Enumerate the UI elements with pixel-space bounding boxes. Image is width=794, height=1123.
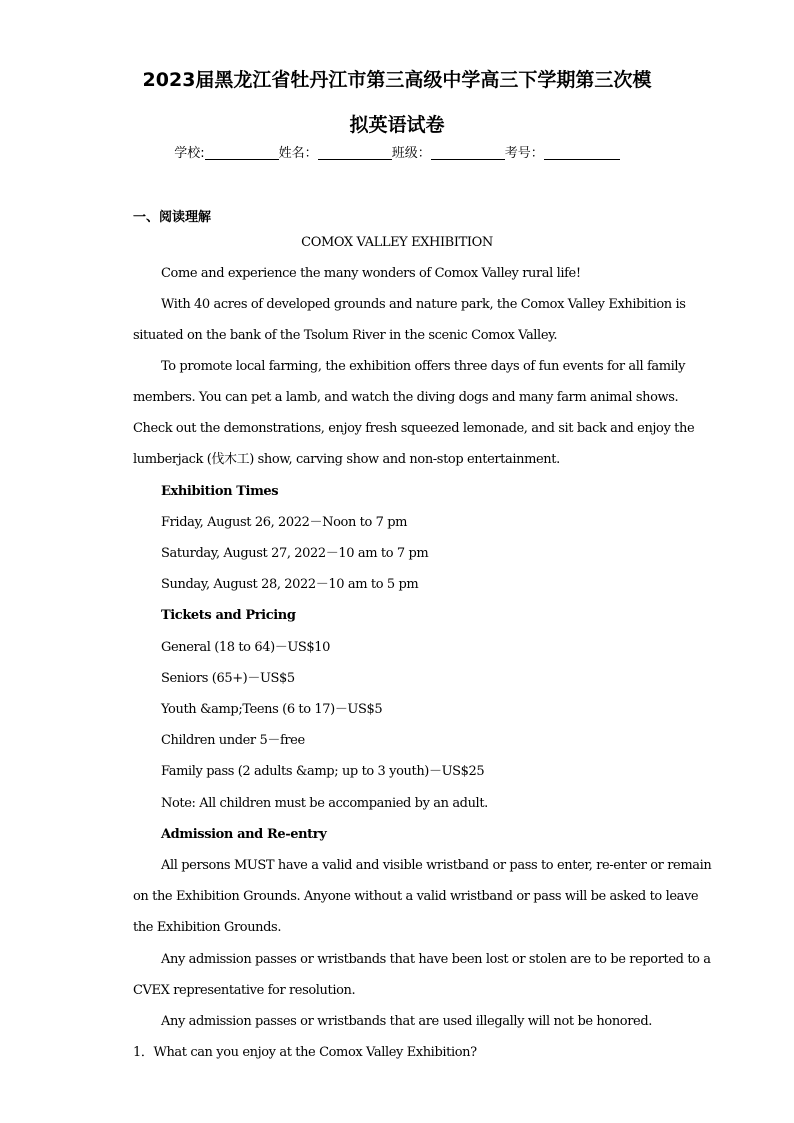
admission-1-line-1: All persons MUST have a valid and visible wristband or pass to enter, re-enter or remain <box>161 858 712 873</box>
admission-2-line-1: Any admission passes or wristbands that have been lost or stolen are to be reported to a <box>161 952 711 967</box>
admission-2-line-2: CVEX representative for resolution. <box>133 983 356 998</box>
admission-1-line-3: the Exhibition Grounds. <box>133 920 282 935</box>
ticket-family: Family pass (2 adults &amp; up to 3 youth)－US$25 <box>161 764 485 779</box>
school-blank[interactable] <box>205 145 279 160</box>
time-saturday: Saturday, August 27, 2022－10 am to 7 pm <box>161 546 429 561</box>
time-sunday: Sunday, August 28, 2022－10 am to 5 pm <box>161 577 419 592</box>
ticket-children: Children under 5－free <box>161 733 305 748</box>
school-label: 学校: <box>174 146 205 161</box>
question-number: 1． <box>133 1045 154 1060</box>
exam-no-label: 考号： <box>504 146 544 161</box>
name-blank[interactable] <box>318 145 392 160</box>
name-label: 姓名： <box>278 146 318 161</box>
ticket-general: General (18 to 64)－US$10 <box>161 640 331 655</box>
ticket-seniors: Seniors (65+)－US$5 <box>161 671 295 686</box>
ticket-youth: Youth &amp;Teens (6 to 17)－US$5 <box>161 702 383 717</box>
exam-title-line-2: 拟英语试卷 <box>349 114 445 136</box>
passage-title: COMOX VALLEY EXHIBITION <box>301 235 493 250</box>
tickets-heading: Tickets and Pricing <box>161 608 296 623</box>
exam-title-line-1: 2023届黑龙江省牡丹江市第三高级中学高三下学期第三次模 <box>142 69 652 91</box>
question-text: What can you enjoy at the Comox Valley Exhibition? <box>153 1045 477 1060</box>
class-label: 班级： <box>391 146 431 161</box>
admission-heading: Admission and Re-entry <box>161 827 327 842</box>
times-heading: Exhibition Times <box>161 484 279 499</box>
student-info-row <box>0 145 794 163</box>
paragraph-1-line-1: With 40 acres of developed grounds and nature park, the Comox Valley Exhibition is <box>161 297 686 312</box>
section-heading: 一、阅读理解 <box>133 210 212 225</box>
paragraph-2-line-4: lumberjack (伐木工) show, carving show and non-stop entertainment. <box>133 452 560 467</box>
time-friday: Friday, August 26, 2022－Noon to 7 pm <box>161 515 408 530</box>
paragraph-2-line-2: members. You can pet a lamb, and watch the diving dogs and many farm animal shows. <box>133 390 679 405</box>
intro-line: Come and experience the many wonders of Comox Valley rural life! <box>161 266 581 281</box>
paragraph-1-line-2: situated on the bank of the Tsolum River in the scenic Comox Valley. <box>133 328 558 343</box>
class-blank[interactable] <box>431 145 505 160</box>
paragraph-2-line-1: To promote local farming, the exhibition offers three days of fun events for all family <box>161 359 686 374</box>
admission-3-line-1: Any admission passes or wristbands that are used illegally will not be honored. <box>161 1014 652 1029</box>
question-1 <box>133 1044 477 1062</box>
exam-no-blank[interactable] <box>544 145 620 160</box>
admission-1-line-2: on the Exhibition Grounds. Anyone without a valid wristband or pass will be asked to leave <box>133 889 699 904</box>
paragraph-2-line-3: Check out the demonstrations, enjoy fresh squeezed lemonade, and sit back and enjoy the <box>133 421 695 436</box>
ticket-note: Note: All children must be accompanied by an adult. <box>161 796 488 811</box>
